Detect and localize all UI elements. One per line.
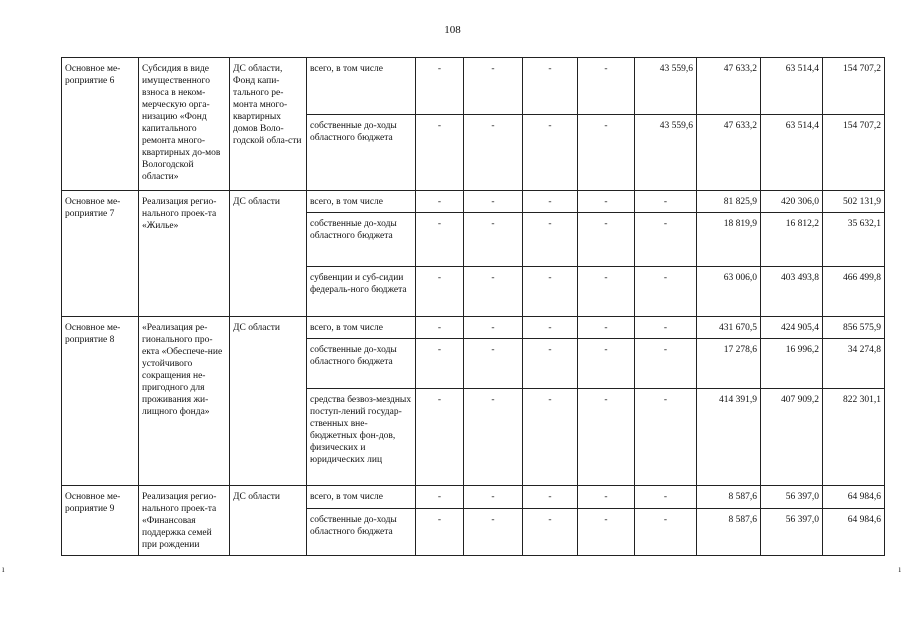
empty-value-cell: - (578, 317, 635, 339)
value-cell: 154 707,2 (823, 115, 885, 191)
funding-source-cell: всего, в том числе (307, 58, 416, 115)
empty-value-cell: - (523, 339, 578, 389)
value-cell: 81 825,9 (697, 191, 761, 213)
value-cell: 64 984,6 (823, 509, 885, 556)
value-cell: 8 587,6 (697, 486, 761, 509)
empty-value-cell: - (578, 191, 635, 213)
responsible-cell: ДС области, Фонд капи-тального ре-монта много-квартирных домов Воло-годской обла-сти (230, 58, 307, 191)
table-row (62, 191, 885, 213)
empty-value-cell: - (523, 389, 578, 486)
table-row (62, 486, 885, 509)
event-name-cell: Реализация регио-нального проек-та «Финансовая поддержка семей при рождении (139, 486, 230, 556)
value-cell: 154 707,2 (823, 58, 885, 115)
empty-value-cell: - (464, 509, 523, 556)
value-cell: 64 984,6 (823, 486, 885, 509)
value-cell: 47 633,2 (697, 115, 761, 191)
empty-value-cell: - (464, 213, 523, 267)
empty-value-cell: - (523, 213, 578, 267)
empty-value-cell: - (416, 486, 464, 509)
empty-value-cell: - (635, 389, 697, 486)
value-cell: 56 397,0 (761, 486, 823, 509)
empty-value-cell: - (464, 317, 523, 339)
value-cell: 466 499,8 (823, 267, 885, 317)
empty-value-cell: - (416, 317, 464, 339)
value-cell: 403 493,8 (761, 267, 823, 317)
value-cell: 822 301,1 (823, 389, 885, 486)
value-cell: 856 575,9 (823, 317, 885, 339)
value-cell: 8 587,6 (697, 509, 761, 556)
value-cell: 16 996,2 (761, 339, 823, 389)
table-body (62, 58, 885, 556)
empty-value-cell: - (464, 58, 523, 115)
empty-value-cell: - (523, 486, 578, 509)
value-cell: 63 514,4 (761, 58, 823, 115)
funding-source-cell: средства безвоз-мездных поступ-лений государ-ственных вне-бюджетных фон-дов, физических и юридических лиц (307, 389, 416, 486)
value-cell: 43 559,6 (635, 115, 697, 191)
empty-value-cell: - (578, 509, 635, 556)
empty-value-cell: - (416, 191, 464, 213)
empty-value-cell: - (635, 486, 697, 509)
empty-value-cell: - (578, 213, 635, 267)
empty-value-cell: - (523, 191, 578, 213)
event-name-cell: «Реализация ре-гионального про-екта «Обеспече-ние устойчивого сокращения не-пригодного для проживания жи-лищного фонда» (139, 317, 230, 486)
funding-source-cell: субвенции и суб-сидии федераль-ного бюджета (307, 267, 416, 317)
value-cell: 47 633,2 (697, 58, 761, 115)
empty-value-cell: - (523, 509, 578, 556)
empty-value-cell: - (416, 115, 464, 191)
event-cell: Основное ме-роприятие 6 (62, 58, 139, 191)
empty-value-cell: - (416, 58, 464, 115)
value-cell: 34 274,8 (823, 339, 885, 389)
table-row (62, 58, 885, 115)
value-cell: 17 278,6 (697, 339, 761, 389)
empty-value-cell: - (416, 509, 464, 556)
empty-value-cell: - (464, 339, 523, 389)
value-cell: 502 131,9 (823, 191, 885, 213)
empty-value-cell: - (578, 486, 635, 509)
responsible-cell: ДС области (230, 191, 307, 317)
event-name-cell: Реализация регио-нального проек-та «Жилье» (139, 191, 230, 317)
value-cell: 43 559,6 (635, 58, 697, 115)
empty-value-cell: - (578, 58, 635, 115)
edge-mark-right: ı (898, 564, 901, 574)
value-cell: 56 397,0 (761, 509, 823, 556)
empty-value-cell: - (635, 267, 697, 317)
empty-value-cell: - (635, 191, 697, 213)
empty-value-cell: - (464, 486, 523, 509)
value-cell: 424 905,4 (761, 317, 823, 339)
empty-value-cell: - (464, 115, 523, 191)
event-name-cell: Субсидия в виде имущественного взноса в неком-мерческую орга-низацию «Фонд капитального ремонта много-квартирных до-мов Вологодской области» (139, 58, 230, 191)
value-cell: 63 514,4 (761, 115, 823, 191)
empty-value-cell: - (464, 191, 523, 213)
empty-value-cell: - (523, 317, 578, 339)
empty-value-cell: - (635, 317, 697, 339)
empty-value-cell: - (635, 509, 697, 556)
table-row (62, 317, 885, 339)
value-cell: 63 006,0 (697, 267, 761, 317)
empty-value-cell: - (464, 267, 523, 317)
page-number: 108 (444, 24, 461, 36)
event-cell: Основное ме-роприятие 7 (62, 191, 139, 317)
value-cell: 16 812,2 (761, 213, 823, 267)
funding-source-cell: собственные до-ходы областного бюджета (307, 509, 416, 556)
empty-value-cell: - (416, 213, 464, 267)
empty-value-cell: - (416, 389, 464, 486)
empty-value-cell: - (578, 267, 635, 317)
funding-source-cell: всего, в том числе (307, 317, 416, 339)
empty-value-cell: - (416, 339, 464, 389)
empty-value-cell: - (578, 115, 635, 191)
value-cell: 35 632,1 (823, 213, 885, 267)
empty-value-cell: - (523, 58, 578, 115)
empty-value-cell: - (523, 115, 578, 191)
value-cell: 414 391,9 (697, 389, 761, 486)
funding-source-cell: всего, в том числе (307, 486, 416, 509)
funding-source-cell: собственные до-ходы областного бюджета (307, 339, 416, 389)
empty-value-cell: - (523, 267, 578, 317)
event-cell: Основное ме-роприятие 9 (62, 486, 139, 556)
funding-source-cell: собственные до-ходы областного бюджета (307, 115, 416, 191)
edge-mark-left: ı (2, 564, 5, 574)
responsible-cell: ДС области (230, 486, 307, 556)
empty-value-cell: - (635, 339, 697, 389)
empty-value-cell: - (578, 339, 635, 389)
budget-table (61, 57, 885, 556)
event-cell: Основное ме-роприятие 8 (62, 317, 139, 486)
value-cell: 18 819,9 (697, 213, 761, 267)
value-cell: 420 306,0 (761, 191, 823, 213)
value-cell: 407 909,2 (761, 389, 823, 486)
empty-value-cell: - (416, 267, 464, 317)
empty-value-cell: - (578, 389, 635, 486)
empty-value-cell: - (464, 389, 523, 486)
funding-source-cell: собственные до-ходы областного бюджета (307, 213, 416, 267)
responsible-cell: ДС области (230, 317, 307, 486)
funding-source-cell: всего, в том числе (307, 191, 416, 213)
value-cell: 431 670,5 (697, 317, 761, 339)
empty-value-cell: - (635, 213, 697, 267)
